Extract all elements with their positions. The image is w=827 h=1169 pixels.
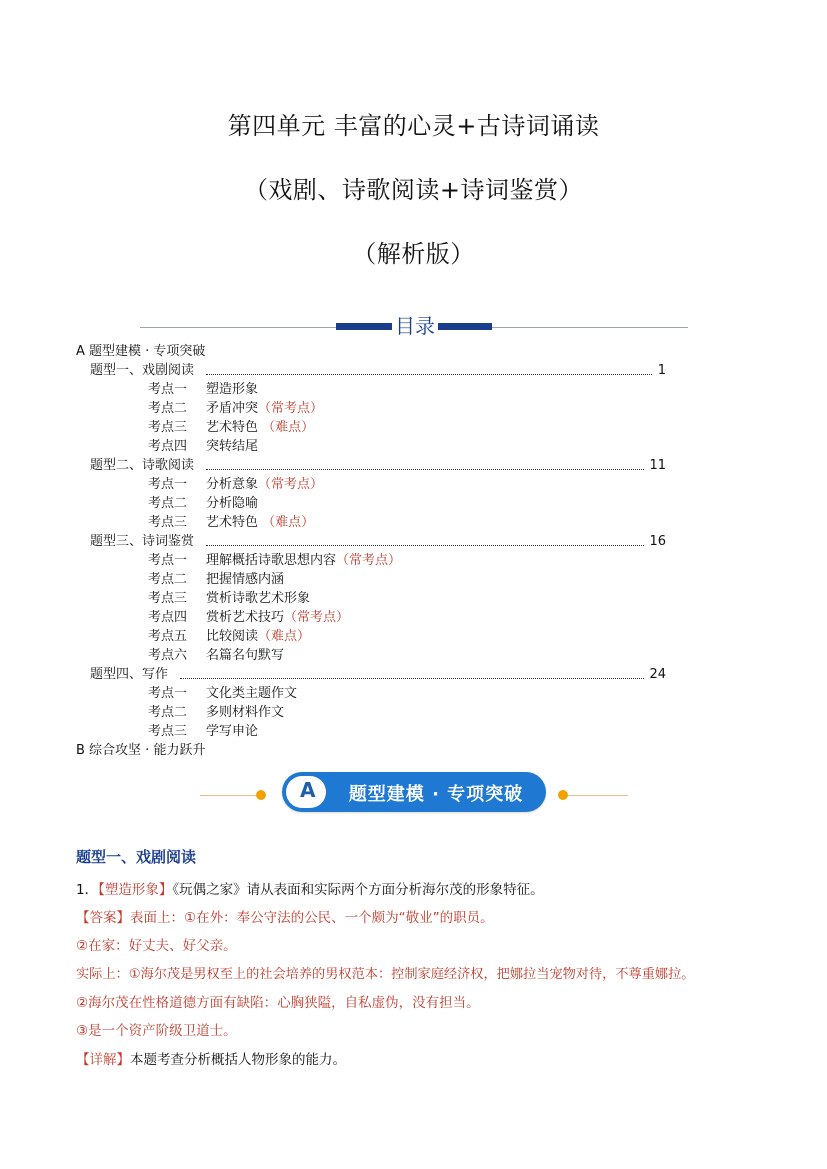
toc-item-code: 考点三	[148, 420, 188, 435]
toc-heading: 目录	[392, 310, 438, 339]
doc-title-line1: 第四单元 丰富的心灵+古诗词诵读	[227, 112, 600, 140]
toc-item[interactable]	[76, 703, 666, 722]
toc-item-text: 分析隐喻	[206, 496, 259, 511]
toc-item-code: 考点二	[148, 705, 188, 720]
toc-item-text: 矛盾冲突	[206, 401, 259, 416]
toc-item-text: 艺术特色	[206, 420, 259, 435]
toc-group-label: 题型三、诗词鉴赏	[90, 534, 195, 549]
toc-item[interactable]	[76, 551, 666, 570]
doc-title-line3: （解析版）	[352, 240, 475, 268]
toc-page-number: 16	[649, 534, 666, 549]
toc-item-code: 考点一	[148, 382, 188, 397]
toc-group-label: 题型四、写作	[90, 667, 169, 682]
explain-label: 【详解】	[76, 1052, 130, 1068]
toc-leader	[180, 678, 644, 679]
toc-group-1[interactable]	[76, 361, 666, 380]
answer-label: 【答案】	[76, 910, 130, 926]
question-number: 1．	[76, 882, 99, 898]
toc-part-a[interactable]: A 题型建模 · 专项突破	[76, 344, 206, 359]
banner-line-right	[568, 795, 628, 796]
toc-item-code: 考点五	[148, 629, 188, 644]
question-1	[76, 878, 544, 898]
explain-text: 本题考查分析概括人物形象的能力。	[130, 1052, 346, 1068]
answer-line-2: ②在家：好丈夫、好父亲。	[76, 938, 237, 954]
explain-line	[76, 1048, 346, 1068]
banner-dot-left	[256, 790, 266, 800]
toc-item-text: 文化类主题作文	[206, 686, 298, 701]
toc-item-code: 考点四	[148, 439, 188, 454]
toc-item[interactable]	[76, 418, 666, 437]
toc-item-tag: （常考点）	[258, 401, 324, 416]
toc-item[interactable]	[76, 437, 666, 456]
toc-item-code: 考点一	[148, 477, 188, 492]
toc-item[interactable]	[76, 570, 666, 589]
toc-item-code: 考点二	[148, 572, 188, 587]
toc-item[interactable]	[76, 589, 666, 608]
doc-title-line2: （戏剧、诗歌阅读+诗词鉴赏）	[243, 176, 584, 204]
toc-item-tag: （常考点）	[336, 553, 402, 568]
toc-item-code: 考点一	[148, 553, 188, 568]
toc-item-code: 考点六	[148, 648, 188, 663]
toc-group-label: 题型一、戏剧阅读	[90, 363, 195, 378]
toc-item-tag: （常考点）	[284, 610, 350, 625]
toc-item-text: 赏析艺术技巧	[206, 610, 285, 625]
toc-item[interactable]	[76, 684, 666, 703]
toc-part-b[interactable]: B 综合攻坚 · 能力跃升	[76, 743, 206, 758]
toc-item[interactable]	[76, 494, 666, 513]
toc-item[interactable]	[76, 399, 666, 418]
toc-group-4[interactable]	[76, 665, 666, 684]
toc-item-tag: （常考点）	[258, 477, 324, 492]
question-tag: 【塑造形象】	[98, 882, 173, 898]
toc-item-code: 考点一	[148, 686, 188, 701]
toc-item[interactable]	[76, 513, 666, 532]
toc-group-label: 题型二、诗歌阅读	[90, 458, 195, 473]
banner-text: 题型建模 · 专项突破	[348, 784, 524, 805]
toc-item[interactable]	[76, 722, 666, 741]
section-banner	[200, 772, 628, 814]
toc-header	[140, 310, 688, 342]
toc-item[interactable]	[76, 627, 666, 646]
toc-item[interactable]	[76, 380, 666, 399]
toc-leader	[206, 545, 644, 546]
answer-line-1	[76, 906, 494, 926]
toc-item-code: 考点二	[148, 496, 188, 511]
toc-bar-right	[438, 323, 492, 330]
toc-page-number: 11	[649, 458, 666, 473]
toc-bar-left	[336, 323, 392, 330]
banner-pill	[282, 772, 546, 812]
toc-item-code: 考点四	[148, 610, 188, 625]
toc-item-text: 赏析诗歌艺术形象	[206, 591, 311, 606]
table-of-contents	[76, 342, 666, 760]
toc-leader	[206, 374, 652, 375]
banner-line-left	[200, 795, 256, 796]
toc-item[interactable]	[76, 608, 666, 627]
answer-text: 表面上：①在外：奉公守法的公民、一个颇为“敬业”的职员。	[130, 910, 494, 926]
toc-leader	[206, 469, 644, 470]
question-text: 《玩偶之家》请从表面和实际两个方面分析海尔茂的形象特征。	[172, 882, 544, 898]
toc-item-code: 考点二	[148, 401, 188, 416]
toc-page-number: 1	[657, 363, 666, 378]
toc-item[interactable]	[76, 646, 666, 665]
toc-item[interactable]	[76, 475, 666, 494]
toc-group-2[interactable]	[76, 456, 666, 475]
toc-item-text: 分析意象	[206, 477, 259, 492]
section-heading: 题型一、戏剧阅读	[76, 848, 197, 866]
toc-page-number: 24	[649, 667, 666, 682]
toc-item-text: 塑造形象	[206, 382, 259, 397]
toc-group-3[interactable]	[76, 532, 666, 551]
toc-item-tag: （难点）	[258, 515, 315, 530]
answer-line-5: ③是一个资产阶级卫道士。	[76, 1023, 237, 1039]
answer-line-4: ②海尔茂在性格道德方面有缺陷：心胸狭隘，自私虚伪，没有担当。	[76, 995, 480, 1011]
toc-item-tag: （难点）	[258, 420, 315, 435]
toc-item-text: 把握情感内涵	[206, 572, 285, 587]
toc-item-text: 艺术特色	[206, 515, 259, 530]
toc-item-text: 学写申论	[206, 724, 259, 739]
toc-item-text: 突转结尾	[206, 439, 259, 454]
banner-letter: A	[300, 778, 316, 802]
toc-item-code: 考点三	[148, 591, 188, 606]
toc-item-text: 名篇名句默写	[206, 648, 285, 663]
toc-item-text: 理解概括诗歌思想内容	[206, 553, 337, 568]
toc-item-code: 考点三	[148, 515, 188, 530]
toc-item-text: 多则材料作文	[206, 705, 285, 720]
answer-line-3: 实际上：①海尔茂是男权至上的社会培养的男权范本：控制家庭经济权，把娜拉当宠物对待，不尊重娜拉。	[76, 967, 695, 982]
banner-dot-right	[558, 790, 568, 800]
toc-item-code: 考点三	[148, 724, 188, 739]
toc-item-text: 比较阅读	[206, 629, 259, 644]
toc-item-tag: （难点）	[258, 629, 311, 644]
